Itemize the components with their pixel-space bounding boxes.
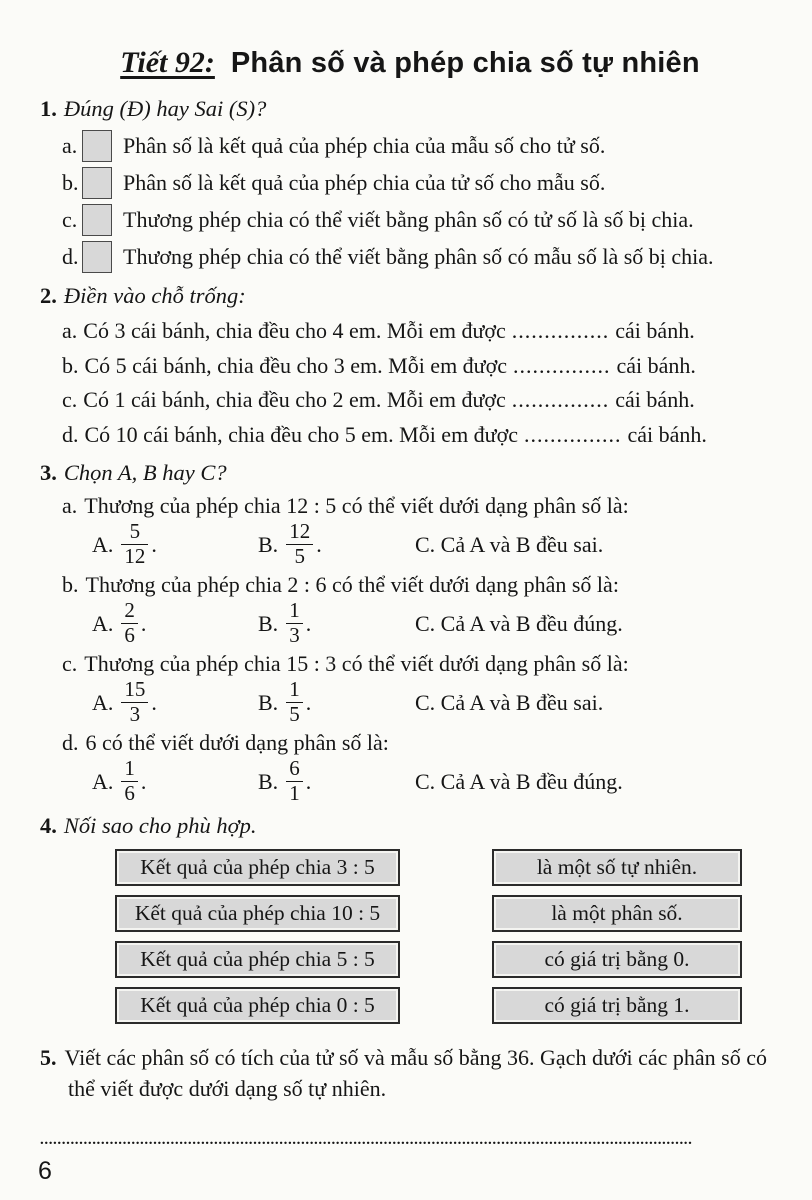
q4-left-box-2[interactable]: Kết quả của phép chia 10 : 5 — [115, 895, 400, 932]
fraction-numerator: 1 — [124, 756, 135, 781]
q1-item-d-label: d. — [62, 243, 79, 269]
fraction-numerator: 1 — [289, 598, 300, 623]
q1-statement-b: Phân số là kết quả của phép chia của tử số cho mẫu số. — [123, 169, 606, 195]
fraction — [286, 521, 313, 568]
q1-number: 1. — [40, 96, 57, 121]
q2-item-d — [62, 418, 780, 453]
q3-prompt: Chọn A, B hay C? — [63, 460, 227, 485]
fraction-numerator: 12 — [289, 519, 311, 544]
q4-left-box-4[interactable]: Kết quả của phép chia 0 : 5 — [115, 987, 400, 1024]
q2-item-c-label: c. — [62, 387, 78, 412]
fraction-denominator: 5 — [286, 702, 303, 726]
q1-prompt: Đúng (Đ) hay Sai (S)? — [63, 96, 267, 121]
q2-after-d: cái bánh. — [627, 421, 707, 447]
fraction-denominator: 1 — [286, 781, 303, 805]
q3c-option-a-label: A. — [92, 689, 114, 715]
q2-item-b-label: b. — [62, 352, 79, 378]
fraction — [121, 521, 148, 568]
q3c-label: c. — [62, 651, 78, 676]
q1-item-c-label: c. — [62, 206, 78, 232]
q3b-option-a-label: A. — [92, 610, 114, 636]
q3d-option-b-label: B. — [258, 768, 279, 794]
q4-prompt: Nối sao cho phù hợp. — [63, 813, 257, 838]
q1-statement-a: Phân số là kết quả của phép chia của mẫu số cho tử số. — [123, 132, 606, 158]
fraction — [286, 600, 303, 647]
q3b-option-a-period: . — [140, 610, 147, 636]
q3d-label: d. — [62, 730, 79, 755]
fraction-denominator: 6 — [121, 623, 138, 647]
fraction-denominator: 3 — [121, 702, 148, 726]
q3-header — [40, 460, 780, 486]
lesson-number: Tiết 92: — [120, 46, 215, 79]
q3c-option-a[interactable] — [92, 679, 258, 726]
q1-checkbox-a[interactable] — [82, 130, 112, 162]
q3b-label: b. — [62, 572, 79, 597]
q3b-option-c[interactable]: C. Cả A và B đều đúng. — [415, 610, 623, 636]
q2-text-b: Có 5 cái bánh, chia đều cho 3 em. Mỗi em được — [84, 352, 508, 378]
q2-blank-a[interactable]: ............... — [511, 318, 610, 343]
q3d-option-a[interactable] — [92, 758, 258, 805]
q3d-question-text: 6 có thể viết dưới dạng phân số là: — [85, 730, 389, 755]
fraction-denominator: 5 — [286, 544, 313, 568]
q3a-options — [92, 521, 780, 568]
q5-text: Viết các phân số có tích của tử số và mẫu số bằng 36. Gạch dưới các phân số có thể viết được dưới dạng số tự nhiên. — [64, 1045, 767, 1101]
q2-header — [40, 283, 780, 309]
lesson-name: Phân số và phép chia số tự nhiên — [230, 47, 700, 79]
q2-after-c: cái bánh. — [615, 387, 695, 412]
fraction-denominator: 6 — [121, 781, 138, 805]
q3c-option-b[interactable] — [258, 679, 415, 726]
q3a-question — [62, 491, 780, 521]
q3b-question — [62, 570, 780, 600]
q2-item-a — [62, 314, 780, 349]
q1-statement-c: Thương phép chia có thể viết bằng phân số có tử số là số bị chia. — [123, 206, 694, 232]
q3c-option-b-period: . — [305, 689, 312, 715]
fraction-numerator: 1 — [289, 677, 300, 702]
q2-number: 2. — [40, 283, 57, 308]
page-number: 6 — [38, 1157, 52, 1185]
q4-right-box-4[interactable]: có giá trị bằng 1. — [492, 987, 742, 1024]
q3d-option-a-period: . — [140, 768, 147, 794]
q5-answer-line[interactable]: ...................................................................................................................................................... — [40, 1132, 693, 1148]
fraction-numerator: 5 — [129, 519, 141, 544]
q4-number: 4. — [40, 813, 57, 838]
q5-task — [40, 1042, 780, 1104]
q4-right-box-1[interactable]: là một số tự nhiên. — [492, 849, 742, 886]
q1-checkbox-d[interactable] — [82, 241, 112, 273]
q3d-option-b[interactable] — [258, 758, 415, 805]
q4-right-box-2[interactable]: là một phân số. — [492, 895, 742, 932]
q2-text-c: Có 1 cái bánh, chia đều cho 2 em. Mỗi em được — [83, 387, 506, 412]
q1-checkbox-c[interactable] — [82, 204, 112, 236]
fraction-numerator: 6 — [289, 756, 300, 781]
q1-item-c — [62, 201, 780, 238]
q2-item-d-label: d. — [62, 421, 79, 447]
q2-text-a: Có 3 cái bánh, chia đều cho 4 em. Mỗi em được — [83, 318, 506, 343]
q2-item-c — [62, 383, 780, 418]
q3a-option-b-period: . — [316, 531, 322, 557]
q3a-label: a. — [62, 493, 78, 518]
q3b-option-a[interactable] — [92, 600, 258, 647]
q3c-question — [62, 649, 780, 679]
q4-left-box-1[interactable]: Kết quả của phép chia 3 : 5 — [115, 849, 400, 886]
q3d-option-c[interactable]: C. Cả A và B đều đúng. — [415, 768, 623, 794]
q4-right-box-3[interactable]: có giá trị bằng 0. — [492, 941, 742, 978]
q2-text-d: Có 10 cái bánh, chia đều cho 5 em. Mỗi em được — [84, 421, 519, 447]
q3a-option-a[interactable] — [92, 521, 258, 568]
fraction — [286, 679, 303, 726]
q3d-option-a-label: A. — [92, 768, 114, 794]
q1-item-a-label: a. — [62, 132, 78, 158]
q3c-option-b-label: B. — [258, 689, 279, 715]
fraction-denominator: 12 — [121, 544, 148, 568]
q3d-question — [62, 728, 780, 758]
q3b-option-b-label: B. — [258, 610, 279, 636]
q3b-option-b[interactable] — [258, 600, 415, 647]
q5-number: 5. — [40, 1045, 57, 1070]
q1-item-b — [62, 164, 780, 201]
q1-item-a — [62, 127, 780, 164]
q2-after-a: cái bánh. — [615, 318, 695, 343]
q1-header — [40, 96, 780, 122]
fraction-denominator: 3 — [286, 623, 303, 647]
q1-item-b-label: b. — [62, 169, 79, 195]
q1-checkbox-b[interactable] — [82, 167, 112, 199]
q3d-options — [92, 758, 780, 805]
q3a-option-a-period: . — [151, 531, 157, 557]
q4-left-box-3[interactable]: Kết quả của phép chia 5 : 5 — [115, 941, 400, 978]
q4-match-grid — [115, 849, 742, 1024]
q2-prompt: Điền vào chỗ trống: — [63, 283, 246, 308]
q3a-question-text: Thương của phép chia 12 : 5 có thể viết dưới dạng phân số là: — [84, 493, 629, 518]
q2-item-a-label: a. — [62, 318, 78, 343]
q3c-options — [92, 679, 780, 726]
q1-item-d — [62, 238, 780, 275]
q3a-option-c[interactable]: C. Cả A và B đều sai. — [415, 531, 604, 557]
fraction — [121, 679, 148, 726]
fraction — [286, 758, 303, 805]
fraction — [121, 758, 138, 805]
fraction-numerator: 2 — [124, 598, 135, 623]
q3a-option-b[interactable] — [258, 521, 415, 568]
q2-blank-d[interactable]: ............... — [524, 421, 622, 447]
q3a-option-a-label: A. — [92, 531, 114, 557]
q2-after-b: cái bánh. — [616, 352, 696, 378]
q3d-option-b-period: . — [305, 768, 312, 794]
q3-number: 3. — [40, 460, 57, 485]
fraction — [121, 600, 138, 647]
q2-item-b — [62, 349, 780, 384]
q3b-option-b-period: . — [305, 610, 312, 636]
q3c-option-a-period: . — [151, 689, 157, 715]
q3c-option-c[interactable]: C. Cả A và B đều sai. — [415, 689, 604, 715]
q3b-options — [92, 600, 780, 647]
q4-right-column — [492, 849, 742, 1024]
lesson-title — [40, 46, 780, 80]
q1-statement-d: Thương phép chia có thể viết bằng phân số có mẫu số là số bị chia. — [123, 243, 714, 269]
q3c-question-text: Thương của phép chia 15 : 3 có thể viết dưới dạng phân số là: — [84, 651, 629, 676]
q2-blank-c[interactable]: ............... — [511, 387, 610, 412]
q3b-question-text: Thương của phép chia 2 : 6 có thể viết dưới dạng phân số là: — [85, 572, 619, 597]
q2-blank-b[interactable]: ............... — [513, 352, 611, 378]
q4-left-column — [115, 849, 400, 1024]
q4-header — [40, 813, 780, 839]
fraction-numerator: 15 — [124, 677, 146, 702]
q3a-option-b-label: B. — [258, 531, 279, 557]
